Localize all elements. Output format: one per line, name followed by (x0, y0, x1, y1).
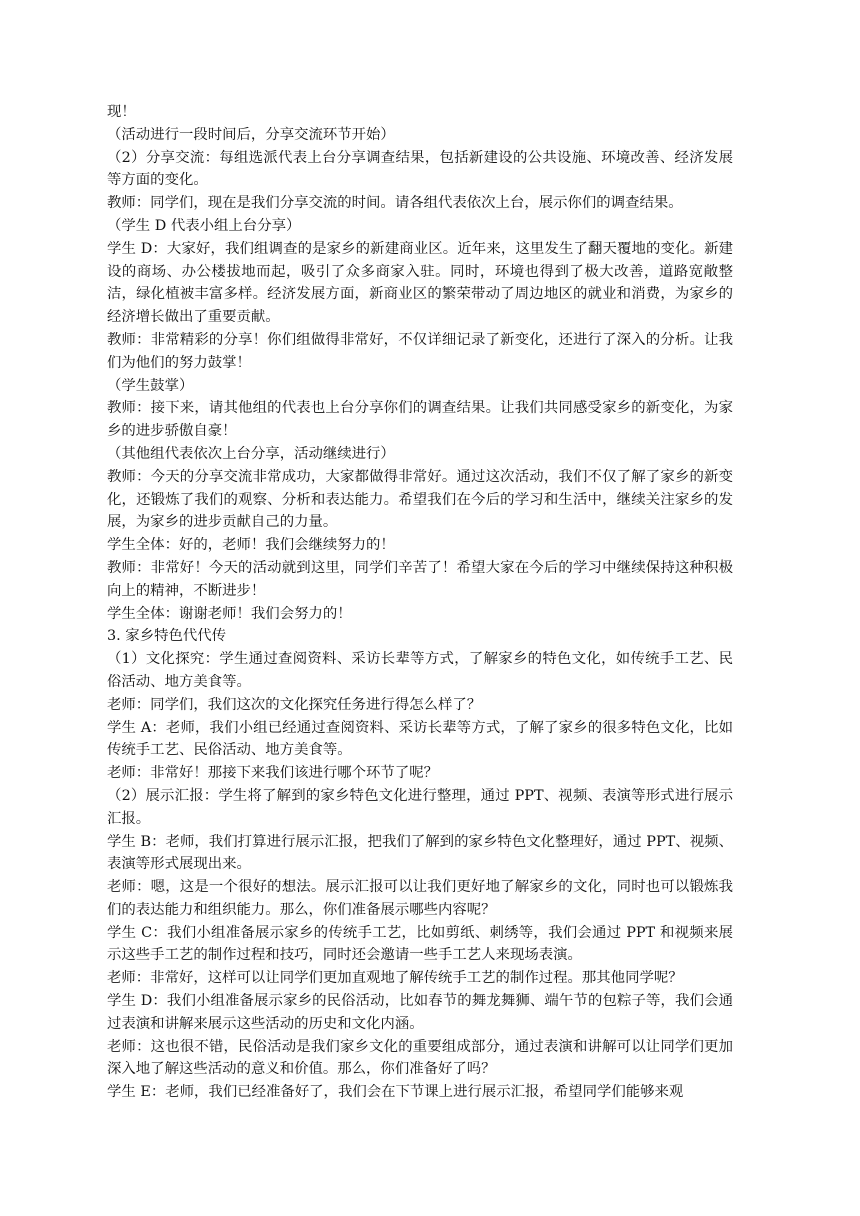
dialogue-line: 老师：嗯，这是一个很好的想法。展示汇报可以让我们更好地了解家乡的文化，同时也可以锻炼我们的表达能力和组织能力。那么，你们准备展示哪些内容呢？ (107, 879, 733, 918)
paragraph: 现！ (107, 104, 136, 120)
stage-direction: （其他组代表依次上台分享，活动继续进行） (107, 445, 395, 462)
dialogue-line: 学生 D：我们小组准备展示家乡的民俗活动，比如春节的舞龙舞狮、端午节的包粽子等，我们会通过表演和讲解来展示这些活动的历史和文化内涵。 (107, 993, 733, 1032)
dialogue-line: 学生 B：老师，我们打算进行展示汇报，把我们了解到的家乡特色文化整理好，通过 PPT、视频、表演等形式展现出来。 (107, 833, 733, 873)
dialogue-line: 教师：今天的分享交流非常成功，大家都做得非常好。通过这次活动，我们不仅了解了家乡的新变化，还锻炼了我们的观察、分析和表达能力。希望我们在今后的学习和生活中，继续关注家乡的发展，为家乡的进步贡献自己的力量。 (107, 468, 733, 531)
dialogue-line: 学生全体：好的，老师！我们会继续努力的！ (107, 537, 395, 554)
stage-direction: （学生鼓掌） (107, 377, 194, 394)
dialogue-line: 学生全体：谢谢老师！我们会努力的！ (107, 605, 352, 622)
dialogue-line: 老师：非常好！那接下来我们该进行哪个环节了呢？ (107, 765, 438, 782)
dialogue-line: 学生 E：老师，我们已经准备好了，我们会在下节课上进行展示汇报，希望同学们能够来观 (107, 1084, 684, 1101)
document-body (107, 101, 733, 1104)
section-step: （2）展示汇报：学生将了解到的家乡特色文化进行整理，通过 PPT、视频、表演等形式进行展示汇报。 (107, 787, 733, 827)
dialogue-line: 学生 D：大家好，我们组调查的是家乡的新建商业区。近年来，这里发生了翻天覆地的变化。新建设的商场、办公楼拔地而起，吸引了众多商家入驻。同时，环境也得到了极大改善，道路宽敞整洁，绿化植被丰富多样。经济发展方面，新商业区的繁荣带动了周边地区的就业和消费，为家乡的经济增长做出了重要贡献。 (107, 240, 733, 326)
dialogue-line: 学生 C：我们小组准备展示家乡的传统手工艺，比如剪纸、刺绣等，我们会通过 PPT 和视频来展示这些手工艺的制作过程和技巧，同时还会邀请一些手工艺人来现场表演。 (107, 924, 733, 964)
dialogue-line: 教师：同学们，现在是我们分享交流的时间。请各组代表依次上台，展示你们的调查结果。 (107, 195, 683, 212)
dialogue-line: 学生 A：老师，我们小组已经通过查阅资料、采访长辈等方式，了解了家乡的很多特色文化，比如传统手工艺、民俗活动、地方美食等。 (107, 719, 733, 759)
dialogue-line: 老师：这也很不错，民俗活动是我们家乡文化的重要组成部分，通过表演和讲解可以让同学们更加深入地了解这些活动的意义和价值。那么，你们准备好了吗？ (107, 1038, 733, 1078)
section-step: （2）分享交流：每组选派代表上台分享调查结果，包括新建设的公共设施、环境改善、经济发展等方面的变化。 (107, 149, 733, 189)
stage-direction: （学生 D 代表小组上台分享） (107, 217, 301, 234)
dialogue-line: 教师：非常好！今天的活动就到这里，同学们辛苦了！希望大家在今后的学习中继续保持这种积极向上的精神，不断进步！ (107, 559, 733, 599)
section-step: （1）文化探究：学生通过查阅资料、采访长辈等方式，了解家乡的特色文化，如传统手工艺、民俗活动、地方美食等。 (107, 651, 733, 690)
section-heading: 3. 家乡特色代代传 (107, 628, 227, 645)
stage-direction: （活动进行一段时间后，分享交流环节开始） (107, 126, 395, 143)
dialogue-line: 老师：同学们，我们这次的文化探究任务进行得怎么样了？ (107, 696, 482, 713)
dialogue-line: 教师：非常精彩的分享！你们组做得非常好，不仅详细记录了新变化，还进行了深入的分析。让我们为他们的努力鼓掌！ (107, 331, 733, 371)
dialogue-line: 教师：接下来，请其他组的代表也上台分享你们的调查结果。让我们共同感受家乡的新变化，为家乡的进步骄傲自豪！ (107, 400, 733, 440)
dialogue-line: 老师：非常好，这样可以让同学们更加直观地了解传统手工艺的制作过程。那其他同学呢？ (107, 970, 683, 987)
